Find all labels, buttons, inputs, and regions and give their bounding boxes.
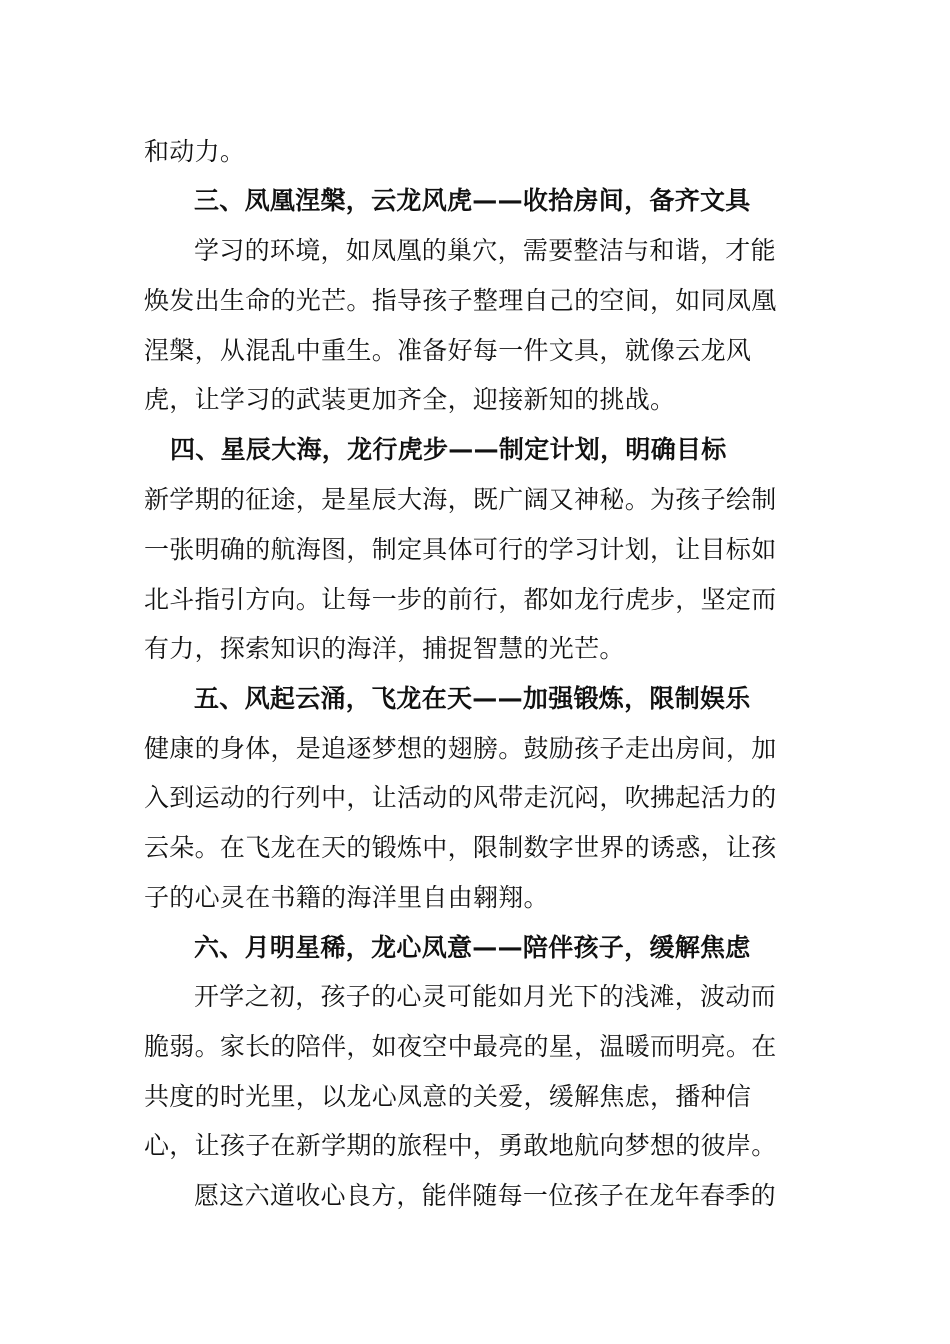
paragraph-line: 云朵。在飞龙在天的锻炼中，限制数字世界的诱惑，让孩 xyxy=(144,833,777,862)
paragraph-line: 健康的身体，是追逐梦想的翅膀。鼓励孩子走出房间，加 xyxy=(144,734,777,763)
paragraph-line: 学习的环境，如凤凰的巢穴，需要整洁与和谐，才能 xyxy=(194,236,776,265)
section-heading: 三、凤凰涅槃，云龙风虎——收拾房间，备齐文具 xyxy=(194,186,751,215)
paragraph-line: 一张明确的航海图，制定具体可行的学习计划，让目标如 xyxy=(144,535,777,564)
paragraph-line: 涅槃，从混乱中重生。准备好每一件文具，就像云龙风 xyxy=(144,336,752,365)
paragraph-line: 脆弱。家长的陪伴，如夜空中最亮的星，温暖而明亮。在 xyxy=(144,1032,777,1061)
paragraph-line: 虎，让学习的武装更加齐全，迎接新知的挑战。 xyxy=(144,385,676,414)
paragraph-line: 入到运动的行列中，让活动的风带走沉闷，吹拂起活力的 xyxy=(144,783,777,812)
paragraph-line: 共度的时光里，以龙心凤意的关爱，缓解焦虑，播种信 xyxy=(144,1082,752,1111)
paragraph-line: 焕发出生命的光芒。指导孩子整理自己的空间，如同凤凰 xyxy=(144,286,777,315)
paragraph-line: 愿这六道收心良方，能伴随每一位孩子在龙年春季的 xyxy=(194,1181,776,1210)
section-heading: 四、星辰大海，龙行虎步——制定计划，明确目标 xyxy=(170,435,727,464)
paragraph-line: 子的心灵在书籍的海洋里自由翱翔。 xyxy=(144,883,549,912)
paragraph-line: 新学期的征途，是星辰大海，既广阔又神秘。为孩子绘制 xyxy=(144,485,777,514)
section-heading: 五、风起云涌，飞龙在天——加强锻炼，限制娱乐 xyxy=(194,684,751,713)
paragraph-line: 和动力。 xyxy=(144,137,246,166)
paragraph-line: 心，让孩子在新学期的旅程中，勇敢地航向梦想的彼岸。 xyxy=(144,1131,777,1160)
paragraph-line: 开学之初，孩子的心灵可能如月光下的浅滩，波动而 xyxy=(194,982,776,1011)
paragraph-line: 有力，探索知识的海洋，捕捉智慧的光芒。 xyxy=(144,634,625,663)
section-heading: 六、月明星稀，龙心凤意——陪伴孩子，缓解焦虑 xyxy=(194,933,751,962)
paragraph-line: 北斗指引方向。让每一步的前行，都如龙行虎步，坚定而 xyxy=(144,585,777,614)
